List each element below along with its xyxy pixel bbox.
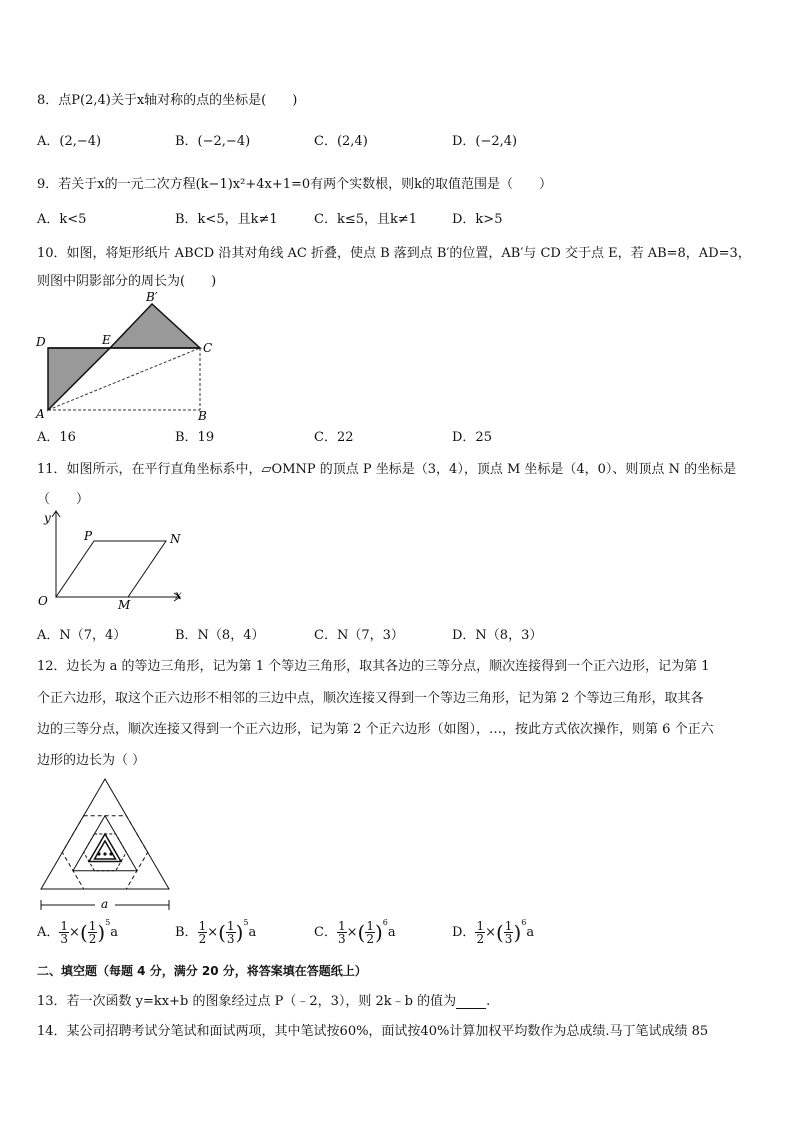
q12-b-den2: 3 [226, 932, 235, 946]
q12-option-b-letter: B． [175, 925, 198, 940]
q12-b-den1: 2 [198, 932, 207, 946]
q13-end: . [486, 994, 491, 1009]
q10-option-b: B．19 [175, 430, 215, 445]
q12-d-num2: 1 [504, 919, 513, 933]
q9-stem: 9．若关于x的一元二次方程(k−1)x²+4x+1=0有两个实数根，则k的取值范围是（ ） [37, 177, 553, 192]
q12-c-num1: 1 [337, 919, 346, 933]
q12-c-num2: 1 [366, 919, 374, 933]
q10-figure [30, 290, 220, 425]
q11-option-a: A．N（7，4） [37, 628, 127, 643]
q12-option-c: C． $\frac{1}{3}$ ×( $\frac{1}{2}$ )$^6$a [314, 918, 396, 946]
q14-stem: 14．某公司招聘考试分笔试和面试两项，其中笔试按60%，面试按40%计算加权平均数作为总成绩.马丁笔试成绩 85 [37, 1024, 709, 1039]
q12-c-den2: 2 [366, 932, 374, 946]
q10-option-d: D．25 [452, 430, 492, 445]
q12-a-num2: 1 [88, 919, 97, 933]
q12-b-num2: 1 [226, 919, 235, 933]
q10-label-e: E [102, 333, 111, 347]
q11-label-x: x [175, 588, 182, 602]
q12-b-var: a [248, 925, 257, 940]
q10-label-c: C [203, 341, 213, 355]
q12-d-exp: 6 [521, 918, 527, 927]
q9-option-b: B．k<5，且k≠1 [175, 212, 278, 227]
q12-stem-line4: 边形的边长为（ ） [37, 753, 146, 768]
q12-a-exp: 5 [105, 918, 111, 927]
q12-c-var: a [387, 925, 396, 940]
q8-option-d: D．(−2,4) [452, 134, 518, 149]
q10-stem-line2: 则图中阴影部分的周长为( ) [37, 274, 217, 289]
q8-stem: 8．点P(2,4)关于x轴对称的点的坐标是( ) [37, 93, 298, 108]
q12-label-a: a [101, 897, 109, 911]
q12-c-den1: 3 [337, 932, 346, 946]
q10-label-d: D [36, 335, 46, 349]
q12-d-num1: 1 [476, 919, 485, 933]
q12-a-den2: 2 [88, 932, 97, 946]
q12-option-c-letter: C． [314, 925, 337, 940]
q8-option-b: B．(−2,−4) [175, 134, 251, 149]
q10-label-bprime: B′ [146, 290, 158, 304]
q12-b-exp: 5 [243, 918, 249, 927]
q11-label-m: M [118, 598, 131, 612]
q11-option-c: C．N（7，3） [314, 628, 404, 643]
q11-figure [30, 505, 195, 615]
q11-option-b: B．N（8，4） [175, 628, 265, 643]
q13-stem: 13．若一次函数 y=kx+b 的图象经过点 P（﹣2，3），则 2k﹣b 的值为 [37, 994, 457, 1009]
q12-b-num1: 1 [198, 919, 207, 933]
q12-c-exp: 6 [382, 918, 388, 927]
q12-d-var: a [526, 925, 535, 940]
q12-option-b: B． $\frac{1}{2}$ ×( $\frac{1}{3}$ )$^5$a [175, 918, 257, 946]
q12-option-a: A． $\frac{1}{3}$ ×( $\frac{1}{2}$ )$^5$a [37, 918, 119, 946]
q11-label-y: y [44, 511, 51, 525]
q9-option-c: C．k≤5，且k≠1 [314, 212, 418, 227]
q12-d-den1: 2 [476, 932, 485, 946]
q12-stem-line1: 12．边长为 a 的等边三角形，记为第 1 个等边三角形，取其各边的三等分点，顺次连接得到一个正六边形，记为第 1 [37, 659, 710, 674]
q11-stem-line2: （ ） [37, 492, 90, 507]
q13-answer-blank [456, 996, 486, 1009]
q12-stem-line3: 边的三等分点，顺次连接又得到一个正六边形，记为第 2 个正六边形（如图），…，按此方式依次操作，则第 6 个正六 [37, 722, 714, 737]
q11-label-p: P [84, 529, 93, 543]
q10-label-a: A [36, 407, 45, 421]
q9-option-d: D．k>5 [452, 212, 503, 227]
q13 [37, 990, 490, 1009]
q12-figure [35, 775, 185, 915]
q11-label-o: O [38, 594, 48, 608]
q11-option-d: D．N（8，3） [452, 628, 543, 643]
q10-stem-line1: 10．如图，将矩形纸片 ABCD 沿其对角线 AC 折叠，使点 B 落到点 B′的位置，AB′与 CD 交于点 E，若 AB=8，AD=3， [37, 246, 751, 261]
q12-option-d: D． $\frac{1}{2}$ ×( $\frac{1}{3}$ )$^6$a [452, 918, 535, 946]
q12-option-a-letter: A． [37, 925, 60, 940]
q12-option-d-letter: D． [452, 925, 476, 940]
q10-option-c: C．22 [314, 430, 354, 445]
section-heading: 二、填空题（每题 4 分，满分 20 分，将答案填在答题纸上） [37, 964, 367, 978]
q11-label-n: N [170, 532, 181, 546]
q8-option-c: C．(2,4) [314, 134, 368, 149]
q12-a-num1: 1 [60, 919, 69, 933]
q12-stem-line2: 个正六边形，取这个正六边形不相邻的三边中点，顺次连接又得到一个等边三角形，记为第 2 个等边三角形，取其各 [37, 691, 704, 706]
q9-option-a: A．k<5 [37, 212, 87, 227]
q10-label-b: B [198, 409, 207, 423]
q12-a-den1: 3 [60, 932, 69, 946]
q8-option-a: A．(2,−4) [37, 134, 102, 149]
q12-d-den2: 3 [504, 932, 513, 946]
q11-stem-line1: 11．如图所示，在平行直角坐标系中，▱OMNP 的顶点 P 坐标是（3，4），顶点 M 坐标是（4，0）、则顶点 N 的坐标是 [37, 462, 737, 477]
q10-option-a: A．16 [37, 430, 76, 445]
q12-a-var: a [110, 925, 119, 940]
